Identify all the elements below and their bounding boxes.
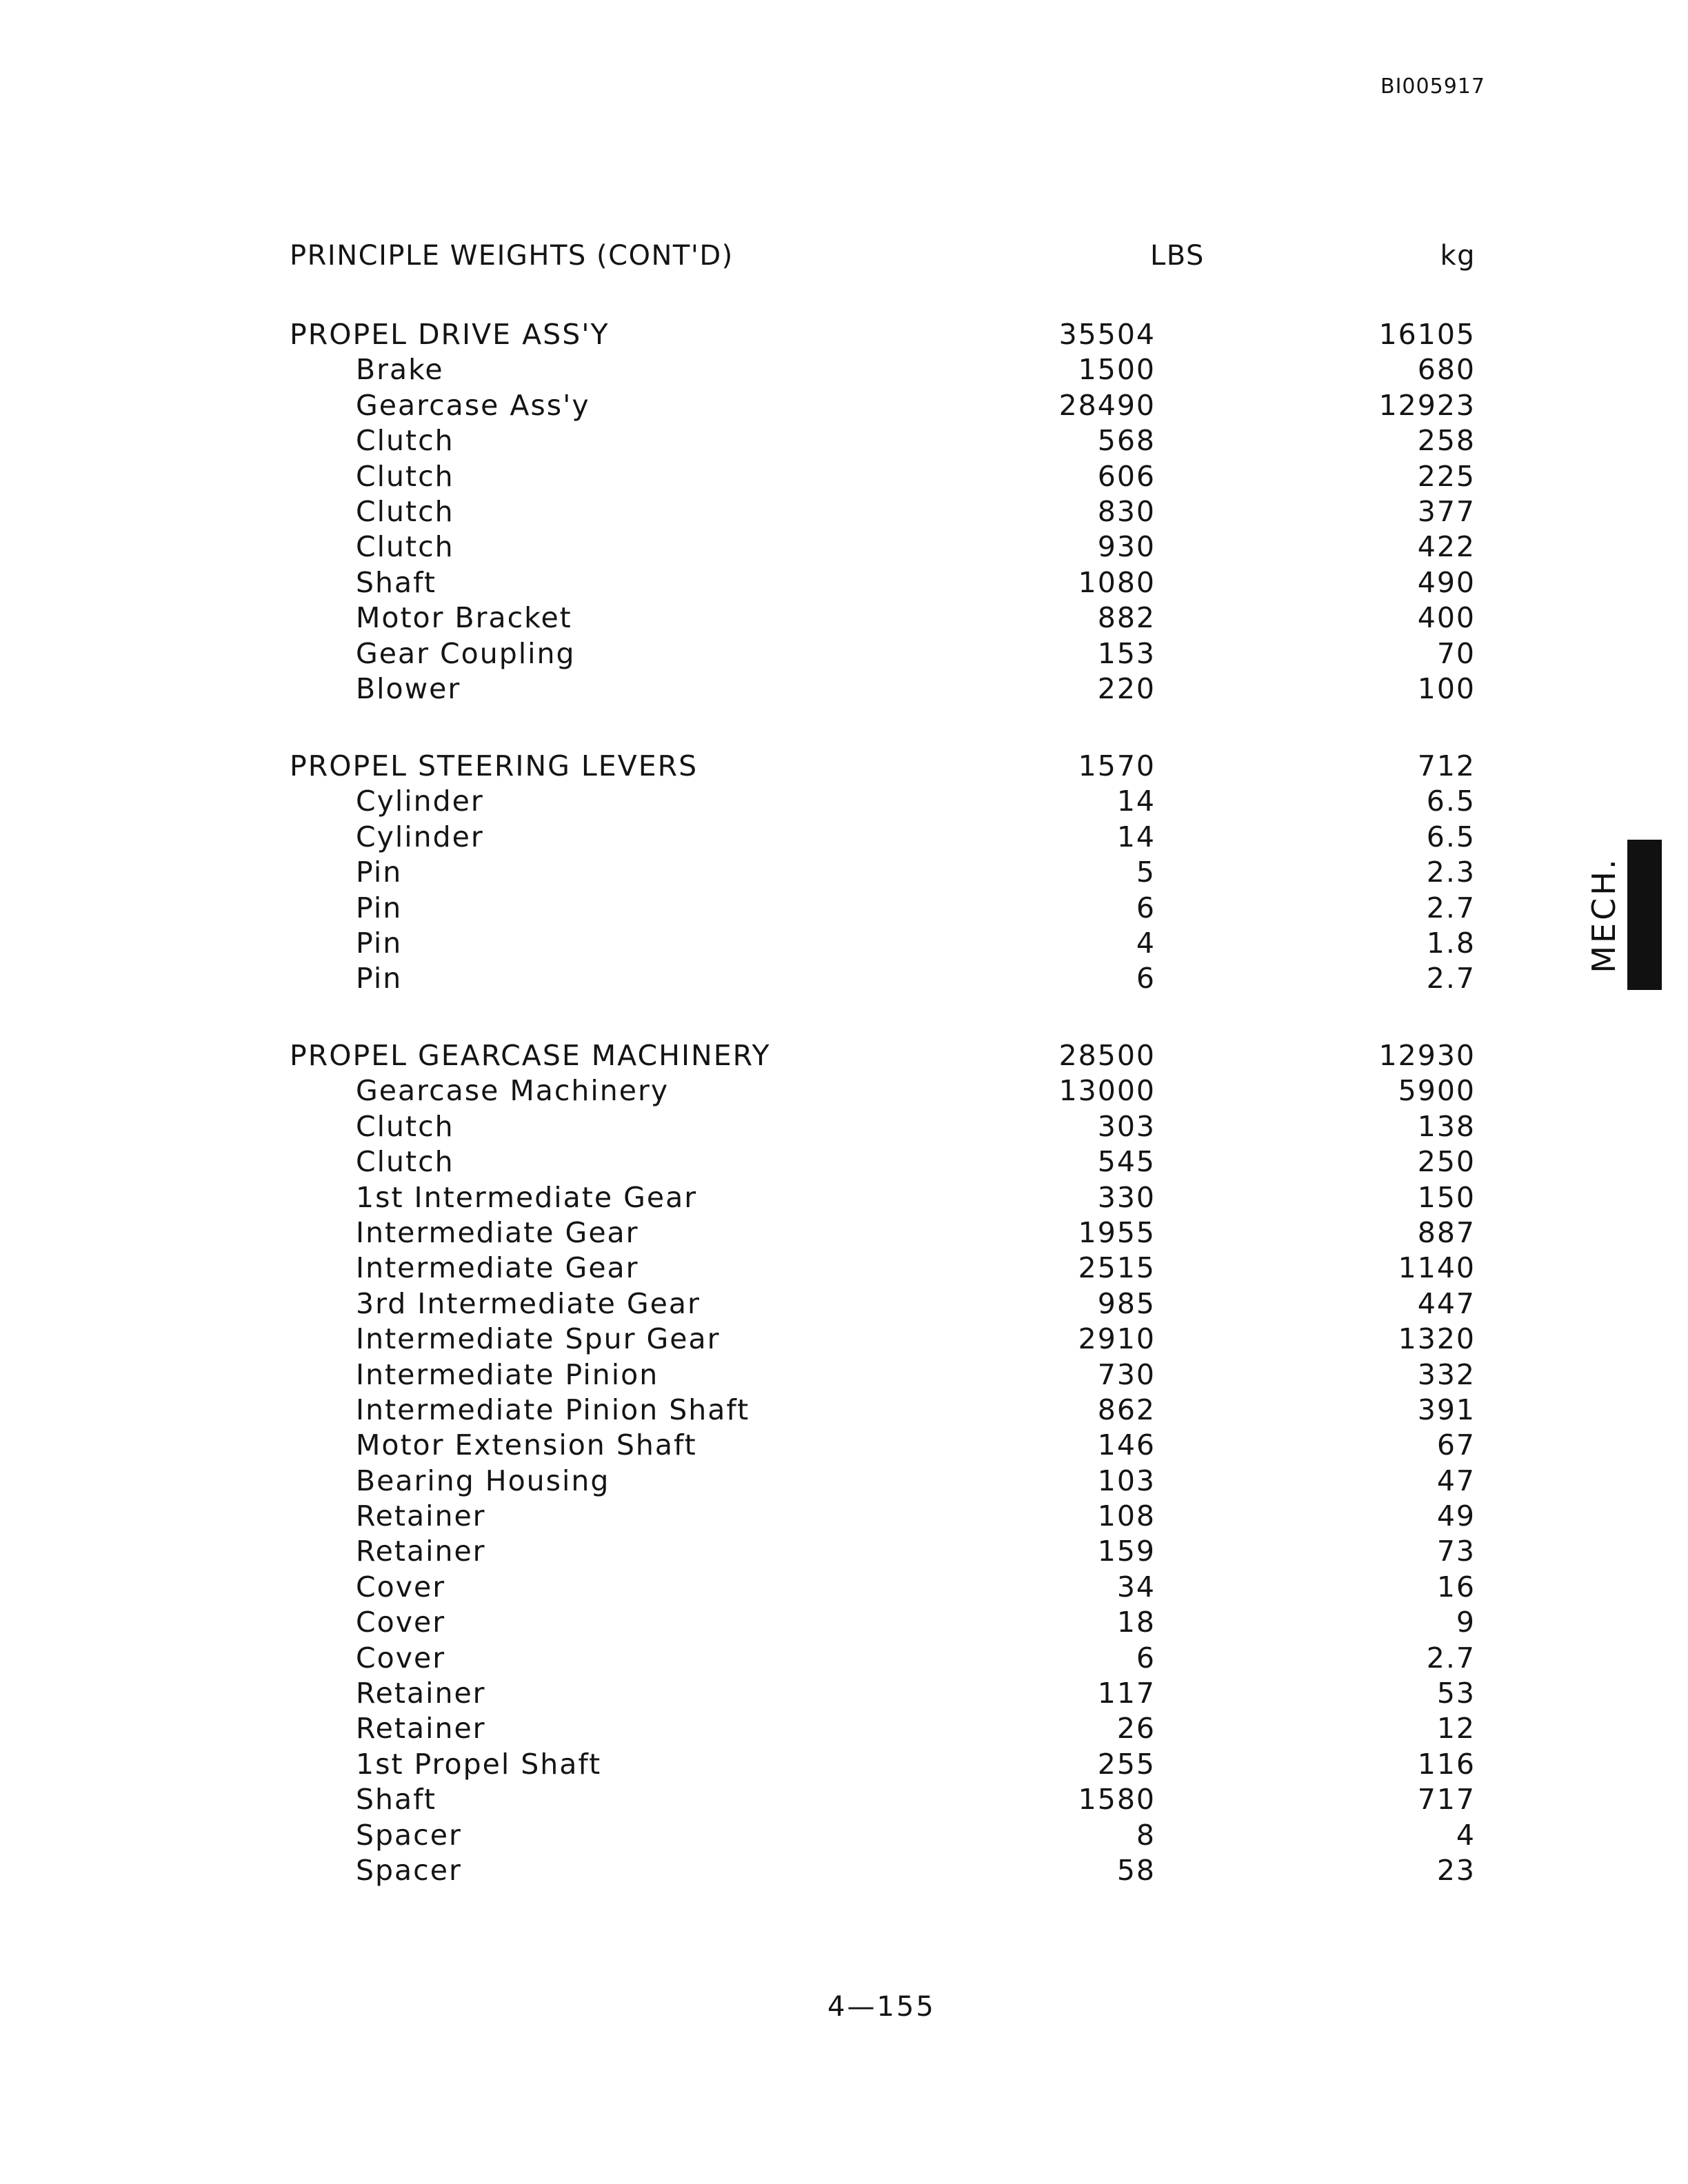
kg-value: 6.5 bbox=[1426, 820, 1476, 853]
lbs-value: 8 bbox=[1136, 1818, 1156, 1852]
table-row bbox=[290, 1322, 1476, 1357]
section-heading-row bbox=[290, 749, 1476, 784]
kg-value: 12923 bbox=[1378, 388, 1476, 422]
kg-value: 400 bbox=[1417, 601, 1476, 635]
table-row bbox=[290, 1073, 1476, 1109]
item-label: Clutch bbox=[356, 530, 454, 564]
table-row bbox=[290, 1570, 1476, 1605]
kg-value: 73 bbox=[1436, 1535, 1476, 1568]
table-row bbox=[290, 1676, 1476, 1711]
table-row bbox=[290, 388, 1476, 423]
table-row bbox=[290, 1747, 1476, 1782]
kg-value: 49 bbox=[1436, 1499, 1476, 1533]
lbs-value: 2910 bbox=[1078, 1322, 1156, 1356]
item-label: Spacer bbox=[356, 1818, 462, 1852]
lbs-value: 330 bbox=[1097, 1180, 1156, 1214]
item-label: Retainer bbox=[356, 1499, 486, 1533]
lbs-value: 985 bbox=[1097, 1286, 1156, 1320]
page-title: PRINCIPLE WEIGHTS (CONT'D) bbox=[290, 240, 734, 272]
kg-value: 2.7 bbox=[1426, 962, 1476, 995]
section-propel-drive-assy bbox=[290, 317, 1476, 707]
lbs-value: 1955 bbox=[1078, 1215, 1156, 1249]
item-label: Cylinder bbox=[356, 820, 484, 853]
kg-value: 5900 bbox=[1398, 1074, 1476, 1108]
item-label: Intermediate Gear bbox=[356, 1251, 639, 1285]
table-row bbox=[290, 459, 1476, 494]
lbs-column-header: LBS bbox=[1150, 240, 1205, 272]
item-label: Retainer bbox=[356, 1712, 486, 1746]
kg-value: 1320 bbox=[1398, 1322, 1476, 1356]
table-row bbox=[290, 636, 1476, 671]
item-label: Spacer bbox=[356, 1853, 462, 1887]
kg-value: 680 bbox=[1417, 353, 1476, 387]
item-label: Pin bbox=[356, 856, 403, 889]
item-label: Clutch bbox=[356, 459, 454, 493]
lbs-value: 1080 bbox=[1078, 565, 1156, 599]
item-label: PROPEL GEARCASE MACHINERY bbox=[290, 1039, 771, 1072]
table-row bbox=[290, 820, 1476, 855]
item-label: Retainer bbox=[356, 1677, 486, 1710]
item-label: Gearcase Ass'y bbox=[356, 388, 590, 422]
item-label: Intermediate Pinion Shaft bbox=[356, 1393, 750, 1426]
kg-value: 47 bbox=[1436, 1464, 1476, 1497]
item-label: Motor Extension Shaft bbox=[356, 1428, 697, 1462]
item-label: PROPEL STEERING LEVERS bbox=[290, 749, 699, 782]
item-label: 3rd Intermediate Gear bbox=[356, 1286, 701, 1320]
kg-value: 70 bbox=[1436, 636, 1476, 670]
lbs-value: 28490 bbox=[1058, 388, 1156, 422]
lbs-value: 1500 bbox=[1078, 353, 1156, 387]
lbs-value: 862 bbox=[1097, 1393, 1156, 1426]
table-row bbox=[290, 1534, 1476, 1569]
kg-value: 4 bbox=[1456, 1818, 1476, 1852]
kg-value: 391 bbox=[1417, 1393, 1476, 1426]
kg-value: 67 bbox=[1436, 1428, 1476, 1462]
kg-value: 16 bbox=[1436, 1570, 1476, 1604]
kg-value: 447 bbox=[1417, 1286, 1476, 1320]
kg-value: 12 bbox=[1436, 1712, 1476, 1746]
kg-value: 100 bbox=[1417, 671, 1476, 705]
item-label: Pin bbox=[356, 962, 403, 995]
kg-value: 1.8 bbox=[1426, 926, 1476, 960]
item-label: Cover bbox=[356, 1641, 446, 1675]
lbs-value: 146 bbox=[1097, 1428, 1156, 1462]
kg-value: 422 bbox=[1417, 530, 1476, 564]
item-label: Brake bbox=[356, 353, 444, 387]
item-label: 1st Intermediate Gear bbox=[356, 1180, 698, 1214]
lbs-value: 930 bbox=[1097, 530, 1156, 564]
table-row bbox=[290, 1499, 1476, 1534]
kg-value: 23 bbox=[1436, 1853, 1476, 1887]
lbs-value: 34 bbox=[1116, 1570, 1156, 1604]
lbs-value: 35504 bbox=[1058, 318, 1156, 351]
kg-value: 712 bbox=[1417, 749, 1476, 782]
table-header bbox=[290, 240, 1476, 274]
lbs-value: 730 bbox=[1097, 1357, 1156, 1391]
table-row bbox=[290, 1144, 1476, 1180]
lbs-value: 1570 bbox=[1078, 749, 1156, 782]
item-label: Retainer bbox=[356, 1535, 486, 1568]
table-row bbox=[290, 784, 1476, 819]
lbs-value: 6 bbox=[1136, 962, 1156, 995]
item-label: Cover bbox=[356, 1606, 446, 1639]
lbs-value: 1580 bbox=[1078, 1783, 1156, 1817]
table-row bbox=[290, 600, 1476, 636]
lbs-value: 58 bbox=[1116, 1853, 1156, 1887]
item-label: Intermediate Gear bbox=[356, 1215, 639, 1249]
table-row bbox=[290, 423, 1476, 458]
kg-value: 16105 bbox=[1378, 318, 1476, 351]
lbs-value: 255 bbox=[1097, 1747, 1156, 1781]
table-row bbox=[290, 961, 1476, 996]
kg-value: 490 bbox=[1417, 565, 1476, 599]
lbs-value: 103 bbox=[1097, 1464, 1156, 1497]
table-row bbox=[290, 494, 1476, 529]
item-label: Cylinder bbox=[356, 785, 484, 818]
table-row bbox=[290, 1286, 1476, 1322]
kg-value: 2.7 bbox=[1426, 1641, 1476, 1675]
item-label: PROPEL DRIVE ASS'Y bbox=[290, 318, 610, 351]
table-row bbox=[290, 1428, 1476, 1463]
lbs-value: 568 bbox=[1097, 424, 1156, 458]
kg-value: 138 bbox=[1417, 1109, 1476, 1143]
table-row bbox=[290, 352, 1476, 387]
page-number: 4—155 bbox=[827, 1991, 936, 2023]
table-row bbox=[290, 671, 1476, 707]
kg-value: 377 bbox=[1417, 494, 1476, 528]
table-row bbox=[290, 1853, 1476, 1888]
item-label: Bearing Housing bbox=[356, 1464, 610, 1497]
kg-value: 150 bbox=[1417, 1180, 1476, 1214]
item-label: Pin bbox=[356, 891, 403, 924]
item-label: Clutch bbox=[356, 494, 454, 528]
kg-value: 2.7 bbox=[1426, 891, 1476, 924]
kg-value: 116 bbox=[1417, 1747, 1476, 1781]
table-row bbox=[290, 529, 1476, 565]
lbs-value: 6 bbox=[1136, 891, 1156, 924]
lbs-value: 108 bbox=[1097, 1499, 1156, 1533]
lbs-value: 830 bbox=[1097, 494, 1156, 528]
lbs-value: 28500 bbox=[1058, 1039, 1156, 1072]
table-row bbox=[290, 891, 1476, 926]
item-label: Clutch bbox=[356, 424, 454, 458]
table-row bbox=[290, 1393, 1476, 1428]
item-label: Clutch bbox=[356, 1145, 454, 1179]
section-propel-gearcase-machinery bbox=[290, 1038, 1476, 1888]
lbs-value: 220 bbox=[1097, 671, 1156, 705]
kg-value: 1140 bbox=[1398, 1251, 1476, 1285]
lbs-value: 159 bbox=[1097, 1535, 1156, 1568]
item-label: Pin bbox=[356, 926, 403, 960]
section-tab-marker bbox=[1627, 840, 1662, 990]
kg-column-header: kg bbox=[1440, 240, 1476, 272]
section-heading-row bbox=[290, 317, 1476, 352]
kg-value: 9 bbox=[1456, 1606, 1476, 1639]
lbs-value: 882 bbox=[1097, 601, 1156, 635]
lbs-value: 5 bbox=[1136, 856, 1156, 889]
lbs-value: 2515 bbox=[1078, 1251, 1156, 1285]
section-propel-steering-levers bbox=[290, 749, 1476, 997]
item-label: Shaft bbox=[356, 565, 436, 599]
item-label: Motor Bracket bbox=[356, 601, 572, 635]
kg-value: 225 bbox=[1417, 459, 1476, 493]
lbs-value: 26 bbox=[1116, 1712, 1156, 1746]
item-label: Intermediate Pinion bbox=[356, 1357, 659, 1391]
lbs-value: 606 bbox=[1097, 459, 1156, 493]
kg-value: 250 bbox=[1417, 1145, 1476, 1179]
lbs-value: 14 bbox=[1116, 820, 1156, 853]
table-row bbox=[290, 926, 1476, 961]
item-label: Shaft bbox=[356, 1783, 436, 1817]
lbs-value: 18 bbox=[1116, 1606, 1156, 1639]
table-row bbox=[290, 1180, 1476, 1215]
section-tab-label: MECH. bbox=[1585, 856, 1622, 973]
item-label: Gearcase Machinery bbox=[356, 1074, 670, 1108]
document-id: BI005917 bbox=[1380, 74, 1485, 99]
table-row bbox=[290, 1782, 1476, 1817]
table-row bbox=[290, 565, 1476, 600]
lbs-value: 6 bbox=[1136, 1641, 1156, 1675]
section-heading-row bbox=[290, 1038, 1476, 1073]
lbs-value: 4 bbox=[1136, 926, 1156, 960]
item-label: Cover bbox=[356, 1570, 446, 1604]
table-row bbox=[290, 1109, 1476, 1144]
kg-value: 6.5 bbox=[1426, 785, 1476, 818]
kg-value: 717 bbox=[1417, 1783, 1476, 1817]
lbs-value: 545 bbox=[1097, 1145, 1156, 1179]
table-row bbox=[290, 1641, 1476, 1676]
item-label: 1st Propel Shaft bbox=[356, 1747, 602, 1781]
lbs-value: 13000 bbox=[1058, 1074, 1156, 1108]
table-row bbox=[290, 855, 1476, 890]
table-row bbox=[290, 1818, 1476, 1853]
lbs-value: 14 bbox=[1116, 785, 1156, 818]
kg-value: 258 bbox=[1417, 424, 1476, 458]
kg-value: 887 bbox=[1417, 1215, 1476, 1249]
table-row bbox=[290, 1605, 1476, 1640]
kg-value: 12930 bbox=[1378, 1039, 1476, 1072]
table-row bbox=[290, 1711, 1476, 1746]
table-row bbox=[290, 1251, 1476, 1286]
table-row bbox=[290, 1464, 1476, 1499]
kg-value: 332 bbox=[1417, 1357, 1476, 1391]
lbs-value: 303 bbox=[1097, 1109, 1156, 1143]
lbs-value: 153 bbox=[1097, 636, 1156, 670]
lbs-value: 117 bbox=[1097, 1677, 1156, 1710]
table-row bbox=[290, 1357, 1476, 1393]
kg-value: 53 bbox=[1436, 1677, 1476, 1710]
item-label: Intermediate Spur Gear bbox=[356, 1322, 721, 1356]
item-label: Clutch bbox=[356, 1109, 454, 1143]
item-label: Gear Coupling bbox=[356, 636, 576, 670]
kg-value: 2.3 bbox=[1426, 856, 1476, 889]
item-label: Blower bbox=[356, 671, 461, 705]
table-row bbox=[290, 1215, 1476, 1251]
